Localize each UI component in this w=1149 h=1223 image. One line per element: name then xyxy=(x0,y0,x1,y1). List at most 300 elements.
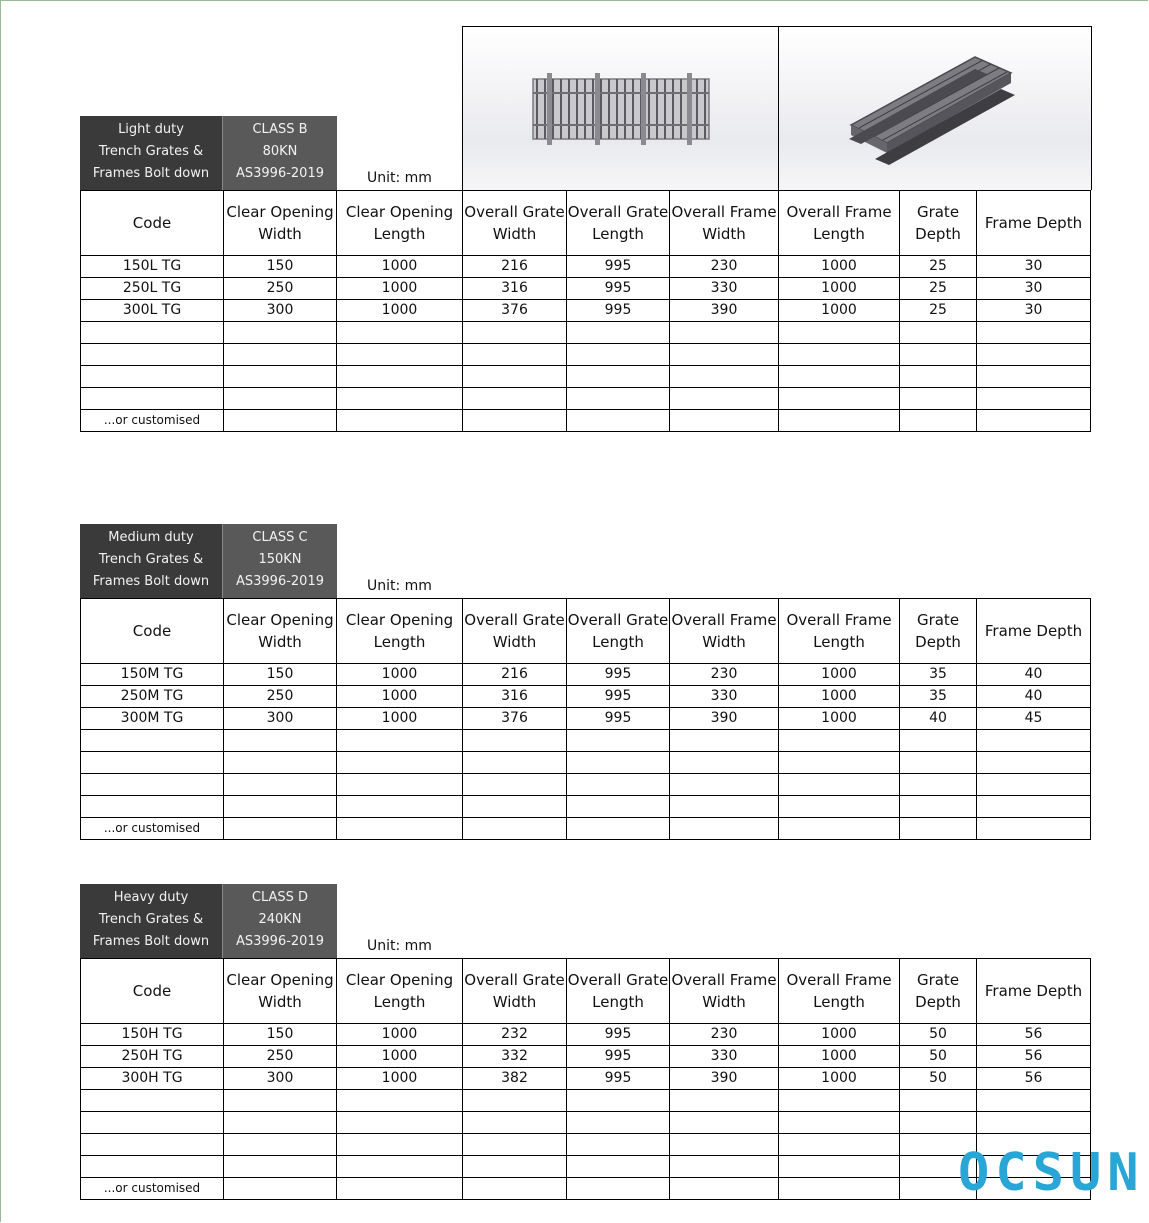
section-header xyxy=(80,884,337,958)
value-cell: 1000 xyxy=(779,1024,900,1046)
table-row xyxy=(81,1068,1091,1090)
logo-letter: O xyxy=(958,1143,992,1203)
empty-cell xyxy=(670,1090,779,1112)
class-line: CLASS D xyxy=(251,890,309,905)
empty-cell xyxy=(224,1134,337,1156)
empty-cell xyxy=(779,1156,900,1178)
column-header: Frame Depth xyxy=(977,191,1091,256)
empty-cell xyxy=(463,1156,567,1178)
empty-cell xyxy=(337,752,463,774)
empty-cell xyxy=(670,1178,779,1200)
class-line: CLASS B xyxy=(252,122,308,137)
empty-cell xyxy=(977,388,1091,410)
empty-cell xyxy=(670,730,779,752)
customised-note: ...or customised xyxy=(81,1178,224,1200)
empty-cell xyxy=(670,322,779,344)
duty-title-line: Medium duty xyxy=(108,530,194,545)
table-row xyxy=(81,388,1091,410)
column-header: Clear Opening Length xyxy=(337,599,463,664)
empty-cell xyxy=(779,344,900,366)
value-cell: 995 xyxy=(567,278,670,300)
column-header: Overall Grate Length xyxy=(567,959,670,1024)
value-cell: 30 xyxy=(977,278,1091,300)
value-cell: 376 xyxy=(463,300,567,322)
empty-cell xyxy=(779,1112,900,1134)
empty-cell xyxy=(977,796,1091,818)
empty-cell xyxy=(463,1090,567,1112)
duty-title-line: Frames Bolt down xyxy=(92,574,210,589)
empty-cell xyxy=(900,774,977,796)
value-cell: 1000 xyxy=(779,1046,900,1068)
empty-cell xyxy=(900,344,977,366)
empty-cell xyxy=(224,388,337,410)
table-row xyxy=(81,410,1091,432)
customised-note: ...or customised xyxy=(81,410,224,432)
class-line: 80KN xyxy=(262,144,298,159)
value-cell: 316 xyxy=(463,686,567,708)
empty-cell xyxy=(337,322,463,344)
value-cell: 230 xyxy=(670,664,779,686)
empty-cell xyxy=(900,366,977,388)
unit-label: Unit: mm xyxy=(367,938,432,954)
empty-cell xyxy=(779,730,900,752)
value-cell: 376 xyxy=(463,708,567,730)
value-cell: 330 xyxy=(670,1046,779,1068)
table-row xyxy=(81,796,1091,818)
empty-cell xyxy=(779,796,900,818)
empty-cell xyxy=(224,774,337,796)
value-cell: 1000 xyxy=(337,256,463,278)
empty-cell xyxy=(567,752,670,774)
spec-table xyxy=(80,190,1091,432)
code-cell: 150L TG xyxy=(81,256,224,278)
table-row xyxy=(81,1024,1091,1046)
value-cell: 230 xyxy=(670,256,779,278)
code-cell: 250L TG xyxy=(81,278,224,300)
logo-letter: S xyxy=(1032,1143,1066,1203)
empty-cell xyxy=(224,410,337,432)
empty-cell xyxy=(463,366,567,388)
empty-cell xyxy=(779,388,900,410)
empty-cell xyxy=(900,796,977,818)
section-header xyxy=(80,524,337,598)
duty-title-line: Trench Grates & xyxy=(98,912,204,927)
empty-cell xyxy=(977,344,1091,366)
column-header: Clear Opening Length xyxy=(337,191,463,256)
value-cell: 300 xyxy=(224,1068,337,1090)
empty-cell xyxy=(81,1156,224,1178)
duty-title-line: Trench Grates & xyxy=(98,552,204,567)
logo-letter: N xyxy=(1107,1143,1141,1203)
empty-cell xyxy=(900,752,977,774)
value-cell: 40 xyxy=(900,708,977,730)
empty-cell xyxy=(463,410,567,432)
table-row xyxy=(81,344,1091,366)
empty-cell xyxy=(977,818,1091,840)
column-header: Overall Grate Length xyxy=(567,191,670,256)
empty-cell xyxy=(779,366,900,388)
column-header: Overall Grate Width xyxy=(463,599,567,664)
value-cell: 332 xyxy=(463,1046,567,1068)
table-row xyxy=(81,256,1091,278)
empty-cell xyxy=(81,322,224,344)
empty-cell xyxy=(977,366,1091,388)
value-cell: 1000 xyxy=(337,278,463,300)
empty-cell xyxy=(670,1112,779,1134)
value-cell: 995 xyxy=(567,1068,670,1090)
ocsun-logo xyxy=(958,1143,1141,1203)
empty-cell xyxy=(670,344,779,366)
empty-cell xyxy=(670,410,779,432)
code-cell: 150H TG xyxy=(81,1024,224,1046)
empty-cell xyxy=(567,388,670,410)
class-line: 150KN xyxy=(258,552,302,567)
section-heavy-duty xyxy=(80,884,1091,1204)
class-cell xyxy=(223,116,337,190)
unit-label: Unit: mm xyxy=(367,170,432,186)
value-cell: 50 xyxy=(900,1024,977,1046)
table-header-row xyxy=(81,191,1091,256)
empty-cell xyxy=(337,388,463,410)
code-cell: 300L TG xyxy=(81,300,224,322)
column-header: Code xyxy=(81,191,224,256)
value-cell: 30 xyxy=(977,300,1091,322)
empty-cell xyxy=(337,774,463,796)
empty-cell xyxy=(224,1178,337,1200)
empty-cell xyxy=(977,1112,1091,1134)
table-row xyxy=(81,1090,1091,1112)
empty-cell xyxy=(567,818,670,840)
empty-cell xyxy=(977,1090,1091,1112)
table-row xyxy=(81,1046,1091,1068)
value-cell: 30 xyxy=(977,256,1091,278)
value-cell: 995 xyxy=(567,300,670,322)
empty-cell xyxy=(81,730,224,752)
empty-cell xyxy=(900,1090,977,1112)
empty-cell xyxy=(81,1090,224,1112)
table-row xyxy=(81,278,1091,300)
empty-cell xyxy=(81,366,224,388)
class-cell xyxy=(223,884,337,958)
empty-cell xyxy=(463,344,567,366)
empty-cell xyxy=(81,774,224,796)
empty-cell xyxy=(81,1134,224,1156)
code-cell: 150M TG xyxy=(81,664,224,686)
empty-cell xyxy=(900,730,977,752)
value-cell: 316 xyxy=(463,278,567,300)
empty-cell xyxy=(900,410,977,432)
value-cell: 250 xyxy=(224,686,337,708)
empty-cell xyxy=(670,796,779,818)
duty-title-cell xyxy=(80,524,223,598)
empty-cell xyxy=(337,1090,463,1112)
duty-title-cell xyxy=(80,116,223,190)
empty-cell xyxy=(567,1156,670,1178)
value-cell: 56 xyxy=(977,1024,1091,1046)
empty-cell xyxy=(81,388,224,410)
table-row xyxy=(81,1134,1091,1156)
empty-cell xyxy=(224,752,337,774)
empty-cell xyxy=(779,1134,900,1156)
column-header: Overall Frame Length xyxy=(779,959,900,1024)
empty-cell xyxy=(337,366,463,388)
column-header: Overall Frame Width xyxy=(670,599,779,664)
empty-cell xyxy=(337,410,463,432)
value-cell: 40 xyxy=(977,686,1091,708)
column-header: Overall Frame Length xyxy=(779,191,900,256)
value-cell: 1000 xyxy=(779,1068,900,1090)
section-medium-duty xyxy=(80,524,1091,844)
value-cell: 1000 xyxy=(337,686,463,708)
empty-cell xyxy=(900,388,977,410)
table-row xyxy=(81,730,1091,752)
table-row xyxy=(81,1112,1091,1134)
value-cell: 330 xyxy=(670,686,779,708)
value-cell: 150 xyxy=(224,664,337,686)
empty-cell xyxy=(224,1156,337,1178)
value-cell: 390 xyxy=(670,708,779,730)
empty-cell xyxy=(779,1090,900,1112)
value-cell: 1000 xyxy=(779,708,900,730)
empty-cell xyxy=(337,730,463,752)
empty-cell xyxy=(337,818,463,840)
empty-cell xyxy=(779,752,900,774)
empty-cell xyxy=(81,752,224,774)
column-header: Clear Opening Length xyxy=(337,959,463,1024)
empty-cell xyxy=(779,410,900,432)
column-header: Overall Grate Width xyxy=(463,959,567,1024)
duty-title-line: Light duty xyxy=(118,122,184,137)
class-line: AS3996-2019 xyxy=(235,166,324,181)
table-header-row xyxy=(81,599,1091,664)
section-light-duty xyxy=(80,116,1091,436)
column-header: Clear Opening Width xyxy=(224,959,337,1024)
class-cell xyxy=(223,524,337,598)
value-cell: 45 xyxy=(977,708,1091,730)
value-cell: 1000 xyxy=(779,256,900,278)
empty-cell xyxy=(463,730,567,752)
empty-cell xyxy=(224,730,337,752)
empty-cell xyxy=(977,410,1091,432)
duty-title-cell xyxy=(80,884,223,958)
value-cell: 382 xyxy=(463,1068,567,1090)
column-header: Overall Frame Length xyxy=(779,599,900,664)
empty-cell xyxy=(337,1134,463,1156)
table-header-row xyxy=(81,959,1091,1024)
empty-cell xyxy=(779,1178,900,1200)
empty-cell xyxy=(224,796,337,818)
empty-cell xyxy=(670,752,779,774)
empty-cell xyxy=(224,1090,337,1112)
value-cell: 300 xyxy=(224,300,337,322)
value-cell: 150 xyxy=(224,1024,337,1046)
value-cell: 330 xyxy=(670,278,779,300)
class-line: AS3996-2019 xyxy=(235,934,324,949)
empty-cell xyxy=(670,774,779,796)
logo-letter: C xyxy=(995,1143,1029,1203)
table-row xyxy=(81,366,1091,388)
empty-cell xyxy=(567,410,670,432)
value-cell: 50 xyxy=(900,1046,977,1068)
value-cell: 25 xyxy=(900,278,977,300)
value-cell: 1000 xyxy=(337,300,463,322)
value-cell: 40 xyxy=(977,664,1091,686)
logo-letter: U xyxy=(1069,1143,1104,1203)
empty-cell xyxy=(224,322,337,344)
value-cell: 995 xyxy=(567,686,670,708)
table-row xyxy=(81,686,1091,708)
value-cell: 1000 xyxy=(779,664,900,686)
spec-table xyxy=(80,598,1091,840)
value-cell: 390 xyxy=(670,300,779,322)
section-header xyxy=(80,116,337,190)
value-cell: 216 xyxy=(463,664,567,686)
column-header: Code xyxy=(81,599,224,664)
table-row xyxy=(81,664,1091,686)
duty-title-line: Trench Grates & xyxy=(98,144,204,159)
value-cell: 56 xyxy=(977,1046,1091,1068)
empty-cell xyxy=(463,752,567,774)
column-header: Overall Grate Length xyxy=(567,599,670,664)
empty-cell xyxy=(567,730,670,752)
empty-cell xyxy=(224,818,337,840)
empty-cell xyxy=(463,1178,567,1200)
empty-cell xyxy=(567,1178,670,1200)
empty-cell xyxy=(463,818,567,840)
value-cell: 300 xyxy=(224,708,337,730)
column-header: Code xyxy=(81,959,224,1024)
value-cell: 1000 xyxy=(337,664,463,686)
empty-cell xyxy=(337,1178,463,1200)
empty-cell xyxy=(670,1134,779,1156)
empty-cell xyxy=(337,796,463,818)
column-header: Grate Depth xyxy=(900,191,977,256)
value-cell: 50 xyxy=(900,1068,977,1090)
value-cell: 995 xyxy=(567,1046,670,1068)
duty-title-line: Frames Bolt down xyxy=(92,934,210,949)
class-line: CLASS C xyxy=(252,530,308,545)
value-cell: 230 xyxy=(670,1024,779,1046)
empty-cell xyxy=(224,344,337,366)
value-cell: 1000 xyxy=(779,686,900,708)
column-header: Overall Frame Width xyxy=(670,959,779,1024)
empty-cell xyxy=(567,796,670,818)
empty-cell xyxy=(463,388,567,410)
value-cell: 1000 xyxy=(779,278,900,300)
empty-cell xyxy=(670,366,779,388)
value-cell: 1000 xyxy=(337,1068,463,1090)
spec-table xyxy=(80,958,1091,1203)
empty-cell xyxy=(463,774,567,796)
empty-cell xyxy=(337,1156,463,1178)
column-header: Overall Grate Width xyxy=(463,191,567,256)
table-row xyxy=(81,300,1091,322)
value-cell: 995 xyxy=(567,1024,670,1046)
empty-cell xyxy=(670,1156,779,1178)
empty-cell xyxy=(81,796,224,818)
empty-cell xyxy=(463,796,567,818)
empty-cell xyxy=(463,1134,567,1156)
table-row xyxy=(81,818,1091,840)
table-row xyxy=(81,322,1091,344)
column-header: Frame Depth xyxy=(977,959,1091,1024)
value-cell: 390 xyxy=(670,1068,779,1090)
empty-cell xyxy=(224,1112,337,1134)
empty-cell xyxy=(567,1090,670,1112)
table-row xyxy=(81,708,1091,730)
empty-cell xyxy=(977,322,1091,344)
duty-title-line: Heavy duty xyxy=(113,890,189,905)
code-cell: 300H TG xyxy=(81,1068,224,1090)
value-cell: 250 xyxy=(224,278,337,300)
value-cell: 56 xyxy=(977,1068,1091,1090)
value-cell: 995 xyxy=(567,664,670,686)
code-cell: 250M TG xyxy=(81,686,224,708)
value-cell: 995 xyxy=(567,708,670,730)
table-row xyxy=(81,1178,1091,1200)
column-header: Frame Depth xyxy=(977,599,1091,664)
value-cell: 25 xyxy=(900,256,977,278)
value-cell: 216 xyxy=(463,256,567,278)
empty-cell xyxy=(224,366,337,388)
code-cell: 300M TG xyxy=(81,708,224,730)
value-cell: 150 xyxy=(224,256,337,278)
column-header: Clear Opening Width xyxy=(224,191,337,256)
empty-cell xyxy=(567,366,670,388)
empty-cell xyxy=(977,730,1091,752)
empty-cell xyxy=(567,1134,670,1156)
empty-cell xyxy=(567,322,670,344)
empty-cell xyxy=(670,388,779,410)
empty-cell xyxy=(337,344,463,366)
empty-cell xyxy=(81,344,224,366)
code-cell: 250H TG xyxy=(81,1046,224,1068)
value-cell: 35 xyxy=(900,686,977,708)
empty-cell xyxy=(670,818,779,840)
empty-cell xyxy=(900,1112,977,1134)
empty-cell xyxy=(900,818,977,840)
empty-cell xyxy=(567,774,670,796)
duty-title-line: Frames Bolt down xyxy=(92,166,210,181)
value-cell: 995 xyxy=(567,256,670,278)
value-cell: 1000 xyxy=(337,1046,463,1068)
column-header: Overall Frame Width xyxy=(670,191,779,256)
value-cell: 232 xyxy=(463,1024,567,1046)
column-header: Grate Depth xyxy=(900,959,977,1024)
table-row xyxy=(81,752,1091,774)
empty-cell xyxy=(977,752,1091,774)
value-cell: 35 xyxy=(900,664,977,686)
column-header: Clear Opening Width xyxy=(224,599,337,664)
value-cell: 250 xyxy=(224,1046,337,1068)
value-cell: 25 xyxy=(900,300,977,322)
empty-cell xyxy=(779,818,900,840)
value-cell: 1000 xyxy=(337,1024,463,1046)
table-row xyxy=(81,774,1091,796)
empty-cell xyxy=(463,322,567,344)
class-line: 240KN xyxy=(258,912,302,927)
customised-note: ...or customised xyxy=(81,818,224,840)
table-row xyxy=(81,1156,1091,1178)
empty-cell xyxy=(337,1112,463,1134)
empty-cell xyxy=(779,774,900,796)
empty-cell xyxy=(779,322,900,344)
value-cell: 1000 xyxy=(337,708,463,730)
empty-cell xyxy=(567,1112,670,1134)
value-cell: 1000 xyxy=(779,300,900,322)
empty-cell xyxy=(977,774,1091,796)
column-header: Grate Depth xyxy=(900,599,977,664)
